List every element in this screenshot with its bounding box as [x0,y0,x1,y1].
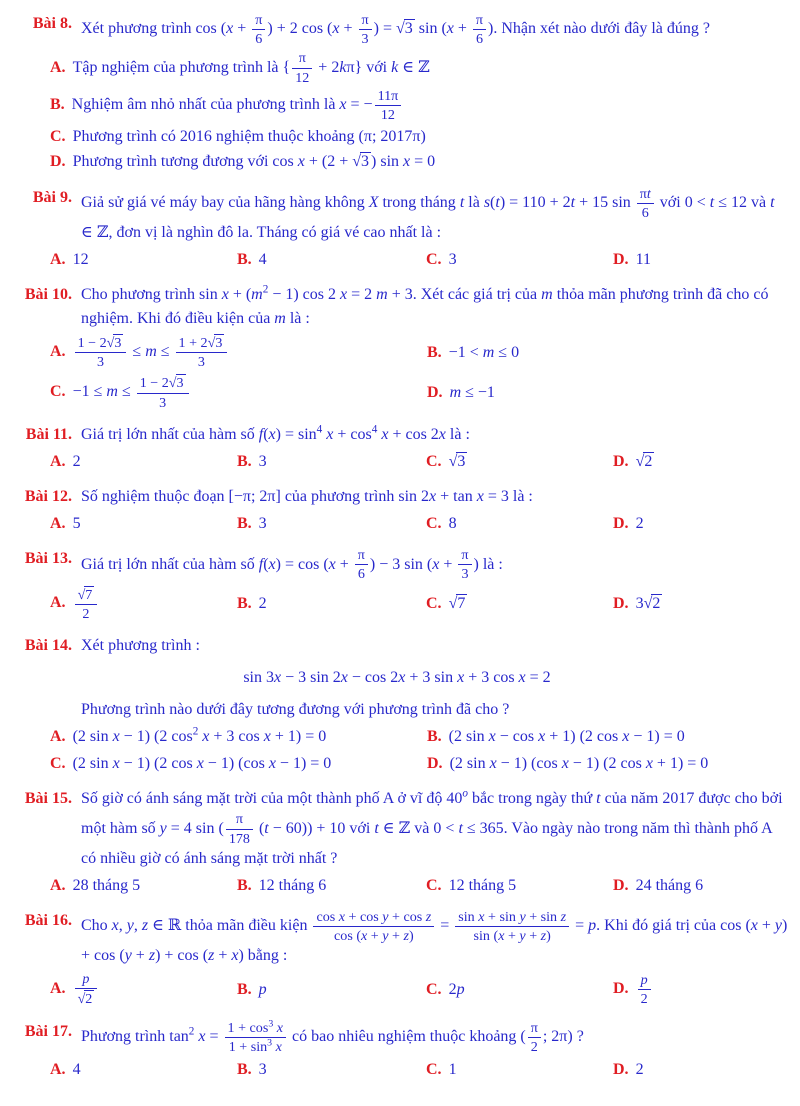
option-letter: B. [237,452,252,470]
option-text: 8 [448,515,457,532]
option-letter: C. [426,250,442,268]
option-b [427,725,790,748]
option-text: 11 [635,250,651,268]
option-text: 2p [448,980,465,998]
option-b [237,450,426,473]
option-letter: C. [426,595,442,613]
option-b [237,978,426,1001]
option-text: Nghiệm âm nhỏ nhất của phương trình là x = − $\frac{11\pi}{12}$ [72,96,404,113]
question-stem [4,787,790,870]
option-text: −1 ≤ m ≤ $\frac{1 - 2√3}{3}$ [73,383,191,400]
option-text: 12 tháng 5 [448,876,517,894]
question-stem [4,909,790,968]
option-text: Tập nghiệm của phương trình là { $\frac{\pi}{12}$ + 2kπ} với k ∈ ℤ [72,50,430,86]
option-letter: A. [50,342,66,360]
option-c [50,374,427,410]
option-d [613,972,790,1007]
option-letter: A. [50,515,66,532]
question-stem [4,634,790,658]
option-letter: C. [426,515,442,532]
option-d [427,752,790,775]
answer-options [4,50,790,173]
option-text: $\frac{p}{2}$ [636,980,653,997]
question-text: Giả sử giá vé máy bay của hãng hàng không X trong tháng t là s(t) = 110 + 2t + 15 sin $\frac{\pi t}{6}$ với 0 < t ≤ 12 và t ∈ ℤ, đơn vị là nghìn đô la. Tháng có giá vé cao nhất là : [81,185,775,241]
option-text: 3√2 [635,595,661,613]
option-text: 3 [448,250,457,268]
option-c [426,450,613,473]
option-d [427,381,790,404]
option-text: 4 [72,1061,81,1078]
option-b [237,248,426,271]
question-number-label: Bài 9. [32,188,72,206]
option-text: 24 tháng 6 [635,876,704,894]
option-c [50,752,427,775]
option-letter: B. [237,515,252,532]
option-d [613,512,790,535]
option-text: 28 tháng 5 [72,876,141,894]
option-d [4,150,790,173]
option-c [426,978,613,1001]
option-letter: D. [427,755,443,773]
option-b [237,1058,426,1081]
option-b [237,592,426,615]
option-d [613,450,790,473]
option-text: (2 sin x − 1) (2 cos x − 1) (cos x − 1) = 0 [72,755,332,773]
option-letter: D. [613,1061,629,1078]
question-text: Số giờ có ánh sáng mặt trời của một thành phố A ở vĩ độ 40$^o$ bắc trong ngày thứ t của năm 2017 được cho bởi một hàm số y = 4 sin ( $\frac{\pi}{178}$ (t − 60)) + 10 với t ∈ ℤ và 0 < t ≤ 365. Vào ngày nào trong năm thì thành phố A có nhiều giờ có ánh sáng mặt trời nhất ? [81,787,783,867]
option-text: 3 [258,1061,267,1078]
question-stem [4,547,790,582]
answer-options [50,971,790,1007]
option-letter: D. [613,876,629,894]
question-bai-9 [4,186,790,272]
question-number-label: Bài 13. [24,550,72,568]
option-letter: B. [237,1061,252,1078]
question-text: Số nghiệm thuộc đoạn [−π; 2π] của phương trình sin 2x + tan x = 3 là : [81,488,533,505]
option-text: 3 [258,515,267,532]
option-b [237,512,426,535]
question-number-label: Bài 15. [24,790,72,808]
option-text: 2 [635,1061,644,1078]
option-d [613,592,790,615]
option-c [4,125,790,148]
option-b [237,874,426,897]
option-letter: A. [50,250,66,268]
option-text: 2 [635,515,644,532]
answer-options [50,586,790,622]
option-c [426,1058,613,1081]
option-letter: D. [613,595,629,613]
option-letter: D. [613,250,629,268]
option-c [426,874,613,897]
option-text: $\frac{√7}{2}$ [73,594,100,611]
question-stem [4,423,790,447]
question-stem [4,1017,790,1055]
option-letter: B. [237,250,252,268]
option-c [426,248,613,271]
option-letter: A. [50,452,66,470]
question-number-label: Bài 10. [24,286,72,304]
option-text: −1 < m ≤ 0 [448,343,520,361]
option-b [427,341,790,364]
option-letter: B. [237,980,252,998]
option-d [613,248,790,271]
option-text: (2 sin x − 1) (2 $\cos^2 x + 3$ cos x + 1) = 0 [72,725,327,745]
option-letter: D. [613,452,629,470]
option-letter: B. [427,343,442,361]
option-a [50,725,427,748]
option-text: Phương trình có 2016 nghiệm thuộc khoảng (π; 2017π) [72,128,426,146]
option-letter: C. [426,452,442,470]
option-a [50,874,237,897]
question-bai-11 [4,423,790,473]
option-letter: B. [237,595,252,613]
question-number-label: Bài 14. [24,636,72,654]
answer-options [50,450,790,473]
question-text: Xét phương trình : [81,636,200,654]
option-letter: A. [50,1061,66,1078]
question-bai-14 [4,634,790,775]
option-a [50,450,237,473]
option-letter: B. [427,727,442,745]
option-letter: A. [50,876,66,894]
option-a [50,971,237,1007]
option-letter: A. [50,58,66,76]
option-text: 12 tháng 6 [258,876,327,894]
option-letter: C. [50,383,66,401]
option-text: p [258,980,267,998]
answer-options [50,334,790,411]
option-text: Phương trình tương đương với cos x + (2 + √3 ) sin x = 0 [72,153,436,171]
question-number-label: Bài 16. [24,911,72,929]
question-text: Xét phương trình cos (x + $\frac{\pi}{6}$ ) + 2 cos (x + $\frac{\pi}{3}$ ) = √3 sin (x + $\frac{\pi}{6}$ ). Nhận xét nào dưới đây là đúng ? [81,12,710,48]
option-letter: A. [50,727,66,745]
option-text: 4 [258,250,267,268]
option-letter: A. [50,594,66,612]
option-a [50,512,237,535]
option-text: 3 [258,452,267,470]
option-a [50,1058,237,1081]
option-a [4,50,790,85]
question-stem [4,12,790,47]
answer-options [50,512,790,535]
option-d [613,874,790,897]
option-text: m ≤ −1 [449,384,495,402]
option-d [613,1058,790,1081]
option-c [426,592,613,615]
question-text-2: Phương trình nào dưới đây tương đương với phương trình đã cho ? [81,700,510,718]
question-number-label: Bài 12. [24,488,72,505]
question-bai-12 [4,485,790,535]
option-letter: D. [427,384,443,402]
question-number-label: Bài 11. [25,425,72,443]
option-a [50,586,237,622]
question-bai-15 [4,787,790,897]
option-letter: C. [426,876,442,894]
question-bai-17 [4,1017,790,1082]
option-text: $\frac{p}{√2}$ [73,980,100,997]
question-bai-8 [4,12,790,174]
option-c [426,512,613,535]
option-letter: C. [50,128,66,146]
option-letter: C. [50,755,66,773]
question-bai-16 [4,909,790,1008]
question-stem [4,283,790,331]
option-a [50,334,427,370]
question-text: Phương trình $\tan^2 x$ = $\frac{1 + \cos^3 x}{1 + \sin^3 x}$ có bao nhiêu nghiệm thuộc khoảng ( $\frac{\pi}{2}$ ; 2π) ? [81,1017,584,1055]
option-a [50,248,237,271]
option-letter: C. [426,980,442,998]
option-letter: A. [50,980,66,998]
option-text: 5 [72,515,81,532]
option-letter: B. [237,876,252,894]
question-bai-13 [4,547,790,622]
question-number-label: Bài 17. [24,1022,72,1040]
answer-options [50,248,790,271]
option-letter: C. [426,1061,442,1078]
question-stem [4,186,790,245]
question-number-label: Bài 8. [32,15,72,32]
option-text: 2 [258,595,267,613]
option-text: (2 sin x − 1) (cos x − 1) (2 cos x + 1) = 0 [449,755,709,773]
option-text: $\frac{1 - 2√3}{3}$ ≤ m ≤ $\frac{1 + 2√3}{3}$ [73,343,230,360]
option-letter: D. [50,153,66,171]
option-letter: D. [613,980,629,998]
answer-options [50,1058,790,1081]
option-text: √3 [448,452,466,470]
display-equation: sin 3x − 3 sin 2x − cos 2x + 3 sin x + 3 cos x = 2 [243,668,551,686]
question-bai-10 [4,283,790,411]
option-letter: B. [50,96,65,114]
answer-options [50,725,790,775]
question-text: Cho phương trình $\sin x + (m^2 - 1)$ cos 2 x = 2 m + 3. Xét các giá trị của m thỏa mãn phương trình đã cho có nghiệm. Khi đó điều kiện của m là : [81,283,769,328]
option-text: (2 sin x − cos x + 1) (2 cos x − 1) = 0 [448,727,685,745]
question-text: Giá trị lớn nhất của hàm số $f(x) = \sin^4 x + \cos^4 x + \cos 2x$ là : [81,423,470,443]
question-text: Cho x, y, z ∈ ℝ thỏa mãn điều kiện $\frac{\text{cos x + cos y + cos z}}{\cos (x + y + z)}$ = $\frac{\text{sin x + sin y + sin z}}{\sin (x + y + z)}$ = p. Khi đó giá trị của cos (x + y) + cos (y + z) + cos (z + x) bằng : [81,908,788,965]
question-text: Giá trị lớn nhất của hàm số f(x) = cos (x + $\frac{\pi}{6}$ ) − 3 sin (x + $\frac{\pi}{3}$ ) là : [81,547,503,583]
answer-options [50,874,790,897]
option-b [4,88,790,123]
option-text: √7 [448,595,466,613]
question-stem [4,485,790,509]
option-text: 1 [448,1061,457,1078]
option-letter: D. [613,515,629,532]
option-text: 2 [72,452,81,470]
option-text: √2 [635,452,653,470]
option-text: 12 [72,250,89,268]
